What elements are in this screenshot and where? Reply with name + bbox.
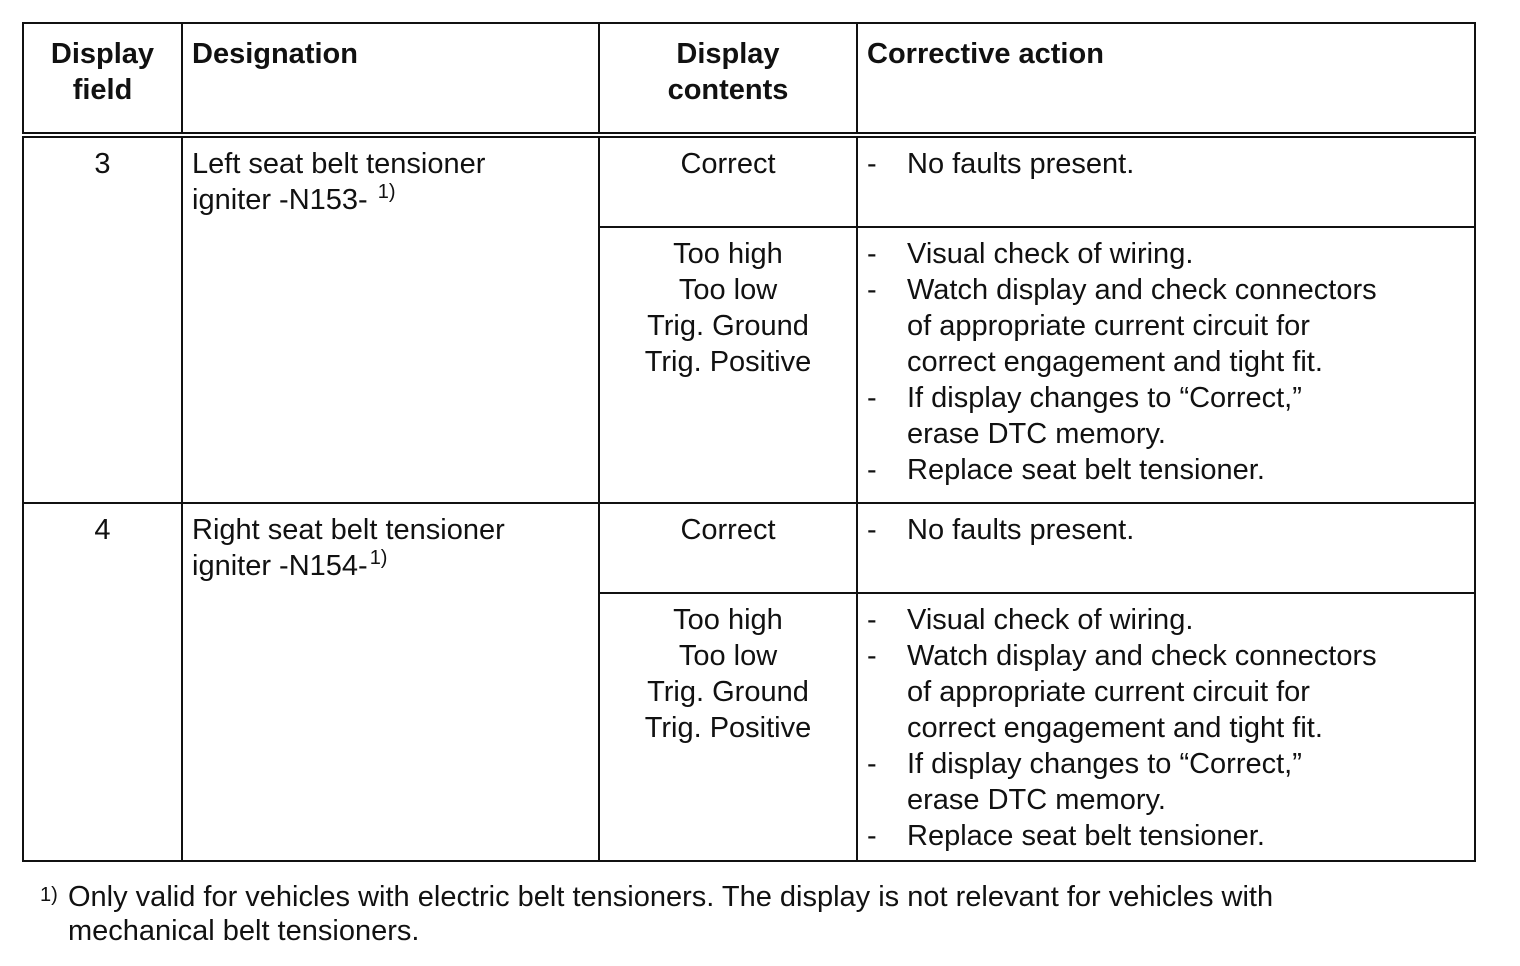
display-contents-value: Too low bbox=[678, 640, 778, 672]
display-contents-cell bbox=[599, 503, 857, 593]
display-contents-cell bbox=[599, 593, 857, 861]
action-item bbox=[867, 746, 1474, 818]
bullet-dash: - bbox=[867, 274, 877, 306]
bullet-dash: - bbox=[867, 148, 877, 180]
designation-cell bbox=[182, 503, 599, 861]
action-text: Visual check of wiring. bbox=[907, 604, 1194, 636]
action-item bbox=[867, 512, 1474, 548]
display-field-cell bbox=[23, 135, 182, 503]
action-list bbox=[867, 602, 1474, 854]
designation-line: igniter -N153- bbox=[192, 184, 376, 216]
designation-line: igniter -N154- bbox=[192, 550, 368, 582]
action-list bbox=[867, 512, 1474, 548]
header-corrective-action bbox=[857, 23, 1475, 135]
display-contents-value: Correct bbox=[680, 148, 776, 180]
footnote-line: mechanical belt tensioners. bbox=[68, 915, 420, 947]
bullet-dash: - bbox=[867, 604, 877, 636]
action-text: correct engagement and tight fit. bbox=[907, 712, 1323, 744]
action-text: Visual check of wiring. bbox=[907, 238, 1194, 270]
action-text: Watch display and check connectors bbox=[907, 640, 1377, 672]
action-text: Replace seat belt tensioner. bbox=[907, 454, 1265, 486]
bullet-dash: - bbox=[867, 454, 877, 486]
table-row bbox=[23, 135, 1475, 227]
corrective-action-cell bbox=[857, 227, 1475, 503]
bullet-dash: - bbox=[867, 748, 877, 780]
action-text: of appropriate current circuit for bbox=[907, 676, 1310, 708]
header-text: Corrective action bbox=[867, 38, 1104, 70]
action-list bbox=[867, 146, 1474, 182]
corrective-action-cell bbox=[857, 135, 1475, 227]
display-contents-cell bbox=[599, 135, 857, 227]
display-contents-value: Trig. Positive bbox=[644, 712, 812, 744]
display-contents-value: Correct bbox=[680, 514, 776, 546]
designation-cell bbox=[182, 135, 599, 503]
action-text: If display changes to “Correct,” bbox=[907, 748, 1302, 780]
action-text: No faults present. bbox=[907, 514, 1135, 546]
header-designation bbox=[182, 23, 599, 135]
action-text: erase DTC memory. bbox=[907, 418, 1166, 450]
action-text: If display changes to “Correct,” bbox=[907, 382, 1302, 414]
bullet-dash: - bbox=[867, 238, 877, 270]
display-contents-value: Trig. Positive bbox=[644, 346, 812, 378]
display-field-cell bbox=[23, 503, 182, 861]
action-item bbox=[867, 638, 1474, 746]
display-contents-cell bbox=[599, 227, 857, 503]
display-contents-value: Trig. Ground bbox=[647, 676, 809, 708]
display-contents-value: Too high bbox=[673, 238, 783, 270]
action-text: Replace seat belt tensioner. bbox=[907, 820, 1265, 852]
action-text: No faults present. bbox=[907, 148, 1135, 180]
action-text: erase DTC memory. bbox=[907, 784, 1166, 816]
action-item bbox=[867, 272, 1474, 380]
footnote bbox=[40, 880, 1490, 948]
header-row bbox=[23, 23, 1475, 135]
action-text: Watch display and check connectors bbox=[907, 274, 1377, 306]
corrective-action-cell bbox=[857, 593, 1475, 861]
display-contents-value: Too high bbox=[673, 604, 783, 636]
table-row bbox=[23, 503, 1475, 593]
display-field-value: 3 bbox=[94, 148, 111, 180]
footnote-line: Only valid for vehicles with electric belt tensioners. The display is not relevant for vehicles with bbox=[68, 881, 1274, 913]
corrective-action-cell bbox=[857, 503, 1475, 593]
diagnostic-table bbox=[22, 22, 1476, 862]
header-text: Display bbox=[50, 38, 155, 70]
action-list bbox=[867, 236, 1474, 488]
table-body bbox=[23, 135, 1475, 861]
header-text: Display bbox=[676, 38, 780, 70]
action-text: correct engagement and tight fit. bbox=[907, 346, 1323, 378]
display-field-value: 4 bbox=[94, 514, 111, 546]
bullet-dash: - bbox=[867, 514, 877, 546]
display-contents-value: Trig. Ground bbox=[647, 310, 809, 342]
header-text: contents bbox=[667, 74, 789, 106]
action-item bbox=[867, 818, 1474, 854]
action-item bbox=[867, 146, 1474, 182]
header-text: field bbox=[72, 74, 133, 106]
action-item bbox=[867, 236, 1474, 272]
action-item bbox=[867, 380, 1474, 452]
header-display-field bbox=[23, 23, 182, 135]
bullet-dash: - bbox=[867, 820, 877, 852]
designation-line-wrap bbox=[192, 548, 598, 584]
designation-line: Right seat belt tensioner bbox=[192, 514, 505, 546]
action-text: of appropriate current circuit for bbox=[907, 310, 1310, 342]
bullet-dash: - bbox=[867, 382, 877, 414]
designation-line-wrap bbox=[192, 182, 598, 218]
action-item bbox=[867, 602, 1474, 638]
bullet-dash: - bbox=[867, 640, 877, 672]
footnote-mark: 1) bbox=[40, 884, 58, 906]
footnote-reference: 1) bbox=[377, 181, 396, 204]
designation-line: Left seat belt tensioner bbox=[192, 148, 486, 180]
header-display-contents bbox=[599, 23, 857, 135]
header-text: Designation bbox=[192, 38, 358, 70]
action-item bbox=[867, 452, 1474, 488]
display-contents-value: Too low bbox=[678, 274, 778, 306]
footnote-reference: 1) bbox=[369, 547, 388, 570]
